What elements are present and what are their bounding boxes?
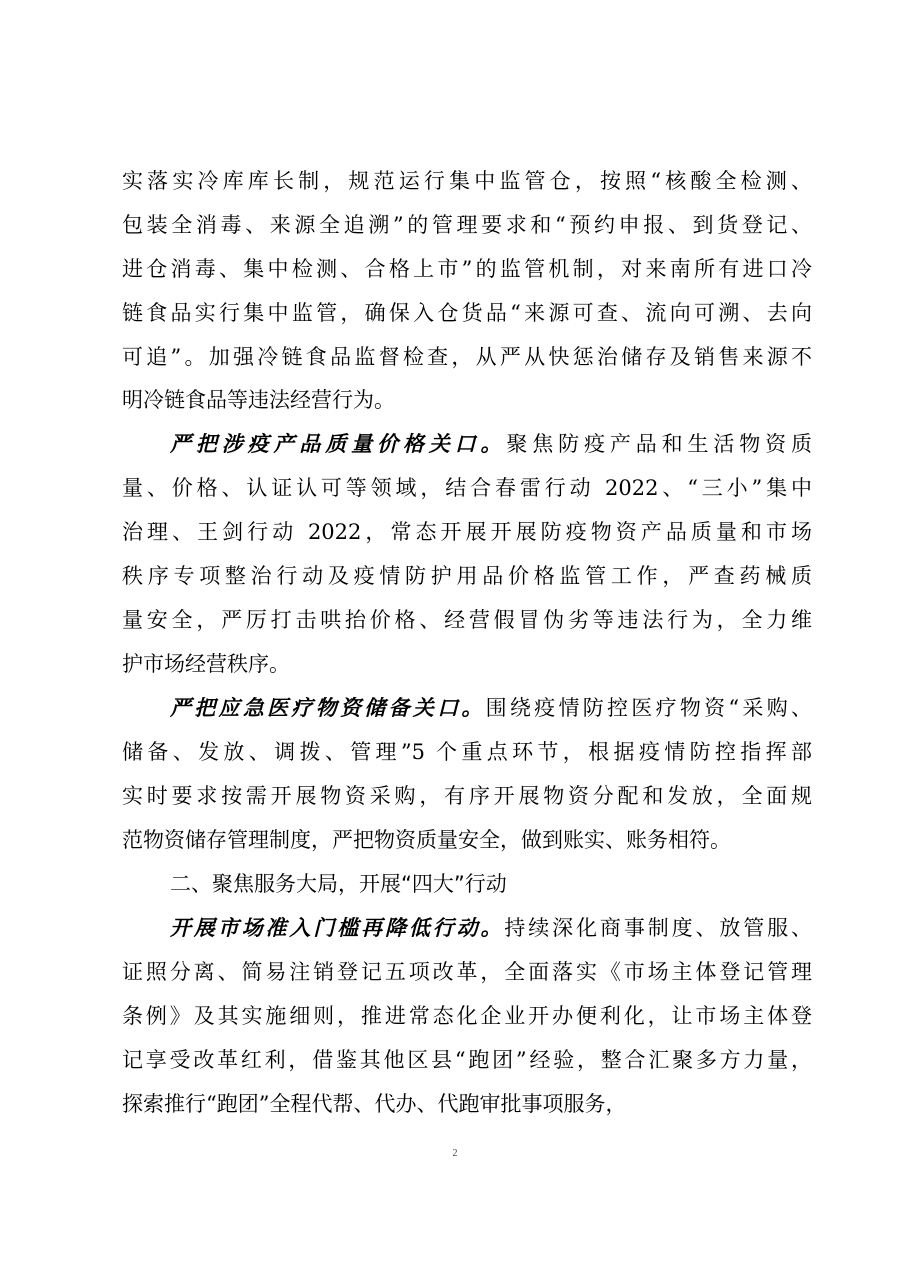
- page-number: 2: [452, 1148, 458, 1159]
- paragraph-line: 记享受改革红利，借鉴其他区县“跑团”经验，整合汇聚多方力量，: [122, 1048, 812, 1072]
- paragraph-first-line: [170, 694, 812, 722]
- paragraph-line: 进仓消毒、集中检测、合格上市”的监管机制，对来南所有进口冷: [122, 257, 812, 281]
- paragraph-line: 量安全，严厉打击哄抬价格、经营假冒伪劣等违法行为，全力维: [122, 608, 812, 632]
- paragraph-lead-bold: 严把涉疫产品质量价格关口。: [170, 432, 507, 456]
- paragraph-line: 可追”。加强冷链食品监督检查，从严从快惩治储存及销售来源不: [122, 345, 812, 369]
- paragraph-line: 储备、发放、调拨、管理”5 个重点环节，根据疫情防控指挥部: [122, 740, 812, 764]
- section-heading: 二、聚焦服务大局，开展“四大”行动: [170, 872, 507, 896]
- paragraph-line: 证照分离、简易注销登记五项改革，全面落实《市场主体登记管理: [122, 960, 812, 984]
- paragraph-text: 持续深化商事制度、放管服、: [504, 916, 812, 940]
- paragraph-text: 聚焦防疫产品和生活物资质: [506, 432, 812, 456]
- paragraph-line: 探索推行“跑团”全程代帮、代办、代跑审批事项服务，: [122, 1092, 627, 1116]
- paragraph-line: 条例》及其实施细则，推进常态化企业开办便利化，让市场主体登: [122, 1004, 812, 1028]
- paragraph-line: 明冷链食品等违法经营行为。: [122, 388, 395, 412]
- paragraph-line: 护市场经营秩序。: [122, 652, 290, 676]
- paragraph-line: 包装全消毒、来源全追溯”的管理要求和“预约申报、到货登记、: [122, 213, 812, 237]
- paragraph-line: 秩序专项整治行动及疫情防护用品价格监管工作，严查药械质: [122, 564, 812, 588]
- paragraph-line: 实时要求按需开展物资采购，有序开展物资分配和发放，全面规: [122, 784, 812, 808]
- paragraph-line: 实落实冷库库长制，规范运行集中监管仓，按照“核酸全检测、: [122, 169, 812, 193]
- paragraph-line: 范物资储存管理制度，严把物资质量安全，做到账实、账务相符。: [122, 828, 731, 852]
- paragraph-text: 围绕疫情防控医疗物资“采购、: [485, 696, 812, 720]
- paragraph-line: 链食品实行集中监管，确保入仓货品“来源可查、流向可溯、去向: [122, 301, 812, 325]
- paragraph-line: 治理、王剑行动 2022，常态开展开展防疫物资产品质量和市场: [122, 520, 812, 544]
- paragraph-first-line: [170, 430, 812, 458]
- paragraph-line: 量、价格、认证认可等领域，结合春雷行动 2022、“三小”集中: [122, 476, 812, 500]
- paragraph-first-line: [170, 914, 812, 942]
- paragraph-lead-bold: 开展市场准入门槛再降低行动。: [170, 916, 505, 940]
- paragraph-lead-bold: 严把应急医疗物资储备关口。: [170, 696, 486, 720]
